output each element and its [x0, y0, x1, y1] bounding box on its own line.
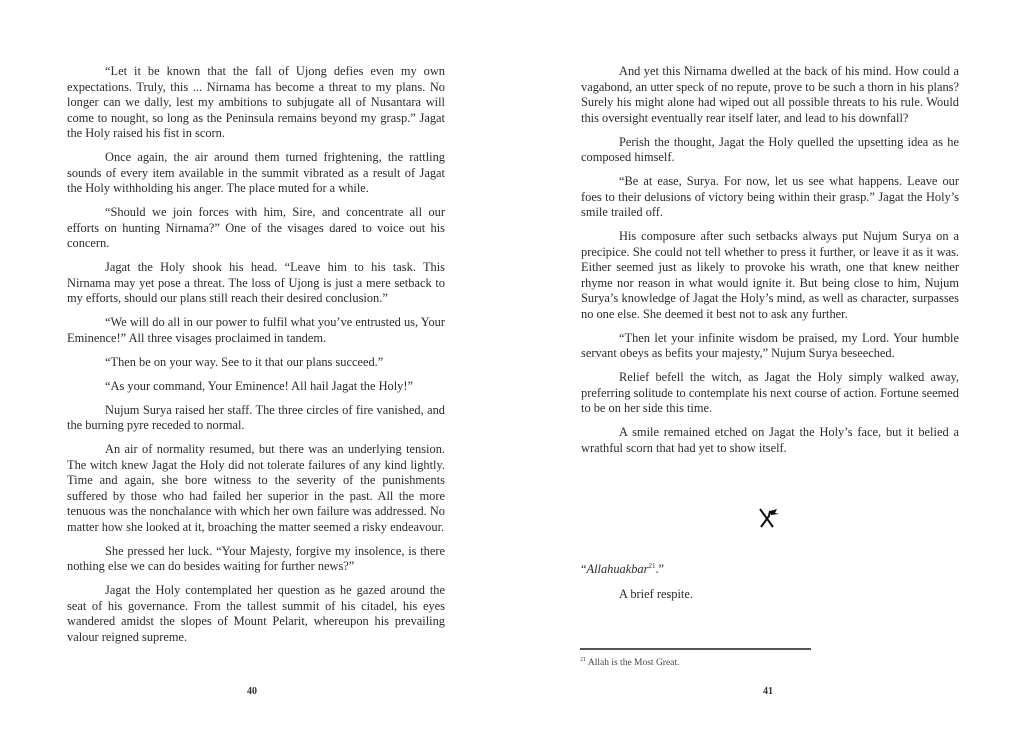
right-page-body [581, 64, 959, 465]
quote-mark: .” [655, 562, 665, 577]
italic-word: Allahuakbar [586, 562, 649, 577]
left-page-body [67, 64, 445, 654]
paragraph: She pressed her luck. “Your Majesty, forgive my insolence, is there nothing else we can do besides waiting for further news?” [67, 543, 445, 573]
paragraph: A smile remained etched on Jagat the Holy’s face, but it belied a wrathful scorn that had yet to show itself. [581, 425, 959, 455]
footnote-number: 21 [580, 657, 586, 663]
section-break-ornament-icon [757, 505, 783, 531]
footnote [580, 657, 679, 668]
paragraph: “Then let your infinite wisdom be praised, my Lord. Your humble servant obeys as befits your majesty,” Nujum Surya beseeched. [581, 330, 959, 360]
paragraph: Nujum Surya raised her staff. The three circles of fire vanished, and the burning pyre receded to normal. [67, 402, 445, 432]
footnote-divider [580, 648, 811, 650]
paragraph: Once again, the air around them turned frightening, the rattling sounds of every item available in the summit vibrated as a result of Jagat the Holy withholding his anger. The place muted for a while. [67, 150, 445, 195]
quote-mark: “ [581, 562, 587, 577]
paragraph: An air of normality resumed, but there was an underlying tension. The witch knew Jagat the Holy did not tolerate failures of any kind lightly. Time and again, she bore witness to the severity of the punishments suffered by those who had failed her superior in the past. All the more tenuous was the nonchalance with which her own failure was addressed. No matter how she looked at it, broaching the matter seemed a risky endeavour. [67, 442, 445, 534]
paragraph: “Let it be known that the fall of Ujong defies even my own expectations. Truly, this ... Nirnama has become a threat to my plans. No longer can we dally, lest my ambitions to subjugate all of Nusantara will come to nought, so long as the Peninsula remains beyond my grasp.” Jagat the Holy raised his fist in scorn. [67, 64, 445, 140]
page-number-left: 40 [247, 686, 257, 697]
paragraph: “Then be on your way. See to it that our plans succeed.” [105, 354, 384, 369]
paragraph: “Be at ease, Surya. For now, let us see what happens. Leave our foes to their delusions of victory being within their grasp.” Jagat the Holy’s smile trailed off. [581, 174, 959, 219]
paragraph: His composure after such setbacks always put Nujum Surya on a precipice. She could not tell whether to press it further, or leave it as it was. Either seemed just as likely to provoke his wrath, one that knew neither rhyme nor reason in what would ignite it. But being close to him, Nujum Surya’s knowledge of Jagat the Holy’s mind, as well as character, surpasses no one else. She deemed it best not to ask any further. [581, 229, 959, 321]
paragraph: “We will do all in our power to fulfil what you’ve entrusted us, Your Eminence!” All three visages proclaimed in tandem. [67, 315, 445, 345]
paragraph: Relief befell the witch, as Jagat the Holy simply walked away, preferring solitude to contemplate his next course of action. Fortune seemed to be on her side this time. [581, 370, 959, 415]
paragraph: “As your command, Your Eminence! All hail Jagat the Holy!” [105, 378, 413, 393]
allahuakbar-line [581, 559, 959, 578]
respite-line: A brief respite. [619, 586, 693, 601]
paragraph: Perish the thought, Jagat the Holy quelled the upsetting idea as he composed himself. [581, 134, 959, 164]
paragraph: Jagat the Holy shook his head. “Leave him to his task. This Nirnama may yet pose a threat. The loss of Ujong is just a mere setback to my efforts, should our plans still reach their desired conclusion.” [67, 260, 445, 305]
page-number-right: 41 [763, 686, 773, 697]
paragraph: Jagat the Holy contemplated her question as he gazed around the seat of his governance. From the tallest summit of his citadel, his eyes wandered amidst the slopes of Mount Pelarit, whereupon his prevailing valour reigned supreme. [67, 583, 445, 644]
footnote-text: Allah is the Most Great. [587, 658, 680, 669]
closing-lines [581, 559, 959, 611]
paragraph: And yet this Nirnama dwelled at the back of his mind. How could a vagabond, an utter speck of no repute, prove to be such a thorn in his plans? Surely his might alone had wiped out all possible threats to his rule. Would this oversight eventually rear itself later, and lead to his downfall? [581, 64, 959, 125]
footnote-ref: 21 [648, 562, 656, 570]
paragraph: “Should we join forces with him, Sire, and concentrate all our efforts on hunting Nirnama?” One of the visages dared to voice out his concern. [67, 205, 445, 250]
